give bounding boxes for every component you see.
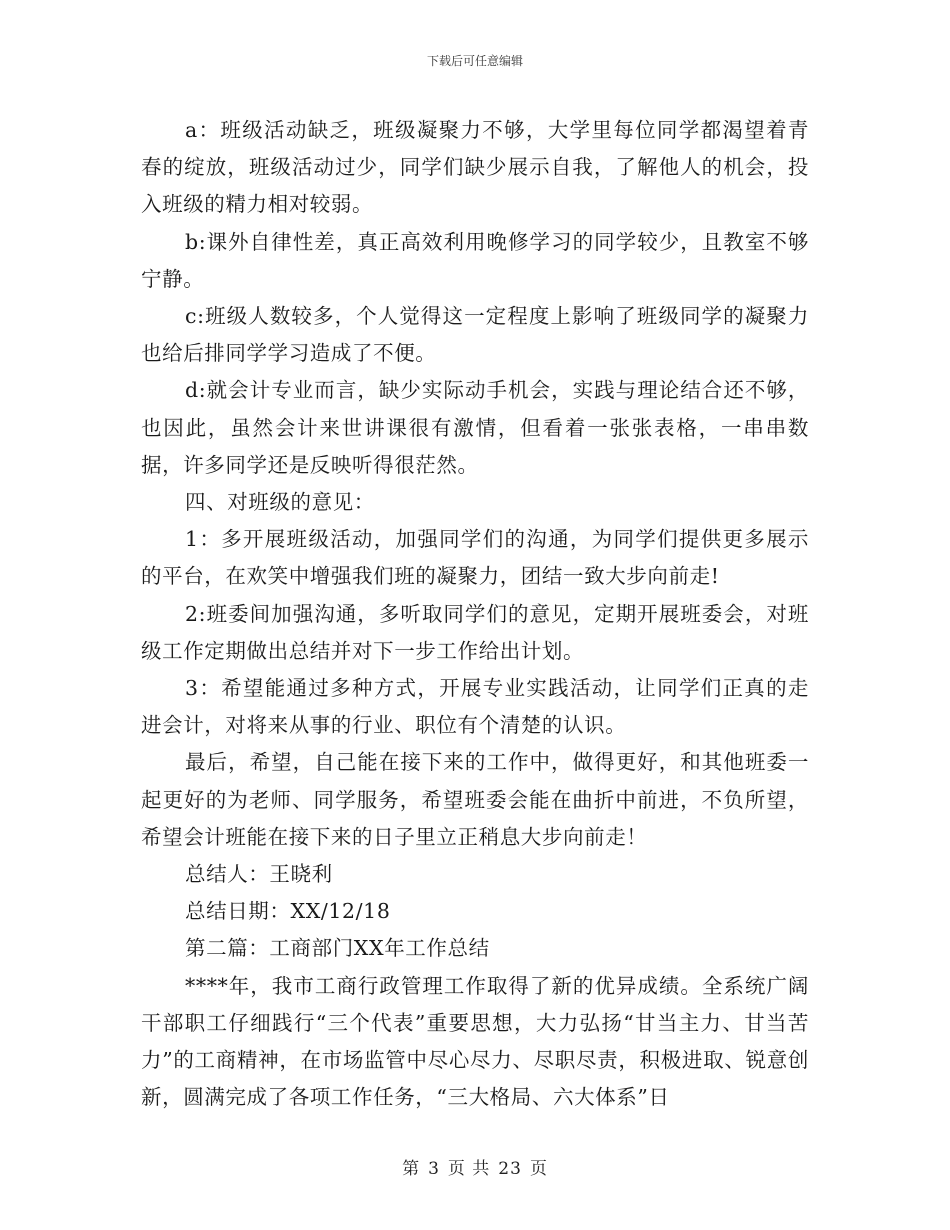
text-line: 的平台，在欢笑中增强我们班的凝聚力，团结一致大步向前走! <box>141 564 720 589</box>
text-line: 3：希望能通过多种方式，开展专业实践活动，让同学们正真的走 <box>185 676 809 701</box>
text-line: 阔干部职工仔细践行“三个代表”重要思想，大力弘扬“甘当主力、 <box>141 973 809 1035</box>
page-footer <box>0 1154 950 1179</box>
text-line: 班级工作定期做出总结并对下一步工作给出计划。 <box>141 601 809 663</box>
chapter-2-paragraph <box>141 968 809 1117</box>
text-line: 投入班级的精力相对较弱。 <box>141 155 809 217</box>
text-line: 取、锐意创新，圆满完成了各项工作任务，“三大格局、六大体系”日 <box>141 1048 810 1110</box>
text-line: ****年，我市工商行政管理工作取得了新的优异成绩。全系统广 <box>185 973 788 998</box>
footer-prefix: 第 <box>402 1159 421 1179</box>
text-line: 第二篇：工商部门XX年工作总结 <box>185 936 490 961</box>
text-line: 总结日期：XX/12/18 <box>185 899 391 924</box>
text-line: d:就会计专业而言，缺少实际动手机会，实践与理论结合还不够， <box>185 378 809 403</box>
text-line: 最后，希望，自己能在接下来的工作中，做得更好，和其他班委 <box>185 750 788 775</box>
text-line: 力也给后排同学学习造成了不便。 <box>141 304 809 366</box>
text-line: 够宁静。 <box>141 229 809 291</box>
text-line: 也因此，虽然会计来世讲课很有激情，但看着一张张表格，一串串数 <box>141 415 809 440</box>
text-line: a：班级活动缺乏，班级凝聚力不够，大学里每位同学都渴望着青 <box>185 118 809 142</box>
text-line: 2:班委间加强沟通，多听取同学们的意见，定期开展班委会，对 <box>185 601 788 626</box>
document-body <box>141 112 809 1116</box>
text-line: 一起更好的为老师、同学服务，希望班委会能在曲折中前进，不负所 <box>141 750 809 812</box>
text-line: 春的绽放，班级活动过少，同学们缺少展示自我，了解他人的机会， <box>141 155 788 180</box>
footer-suffix: 页 <box>529 1159 548 1179</box>
summary-author <box>141 856 809 893</box>
chapter-2-title <box>141 930 809 967</box>
current-page-number: 3 <box>428 1159 440 1179</box>
text-line: 进会计，对将来从事的行业、职位有个清楚的认识。 <box>141 713 627 738</box>
text-line: c:班级人数较多，个人觉得这一定程度上影响了班级同学的凝聚 <box>185 304 788 329</box>
paragraph-d <box>141 372 809 484</box>
suggestion-2 <box>141 596 809 670</box>
closing-paragraph <box>141 744 809 856</box>
suggestion-3 <box>141 670 809 744</box>
suggestion-1 <box>141 521 809 595</box>
text-line: 甘当苦力”的工商精神，在市场监管中尽心尽力、尽职尽责，积极进 <box>141 1010 809 1073</box>
text-line: 望，希望会计班能在接下来的日子里立正稍息大步向前走！ <box>141 787 809 849</box>
text-line: 总结人：王晓利 <box>185 862 333 887</box>
text-line: 四、对班级的意见： <box>185 490 375 515</box>
footer-middle: 页 共 <box>447 1159 491 1179</box>
total-page-count: 23 <box>498 1159 522 1179</box>
section-heading-4 <box>141 484 809 521</box>
summary-date <box>141 893 809 930</box>
page-header: 下载后可任意编辑 <box>426 54 523 68</box>
text-line: 据，许多同学还是反映听得很茫然。 <box>141 452 479 477</box>
paragraph-c <box>141 298 809 372</box>
text-line: b:课外自律性差，真正高效利用晚修学习的同学较少，且教室不 <box>185 229 788 254</box>
text-line: 1：多开展班级活动，加强同学们的沟通，为同学们提供更多展示 <box>185 527 809 552</box>
paragraph-a <box>141 112 809 224</box>
paragraph-b <box>141 224 809 298</box>
